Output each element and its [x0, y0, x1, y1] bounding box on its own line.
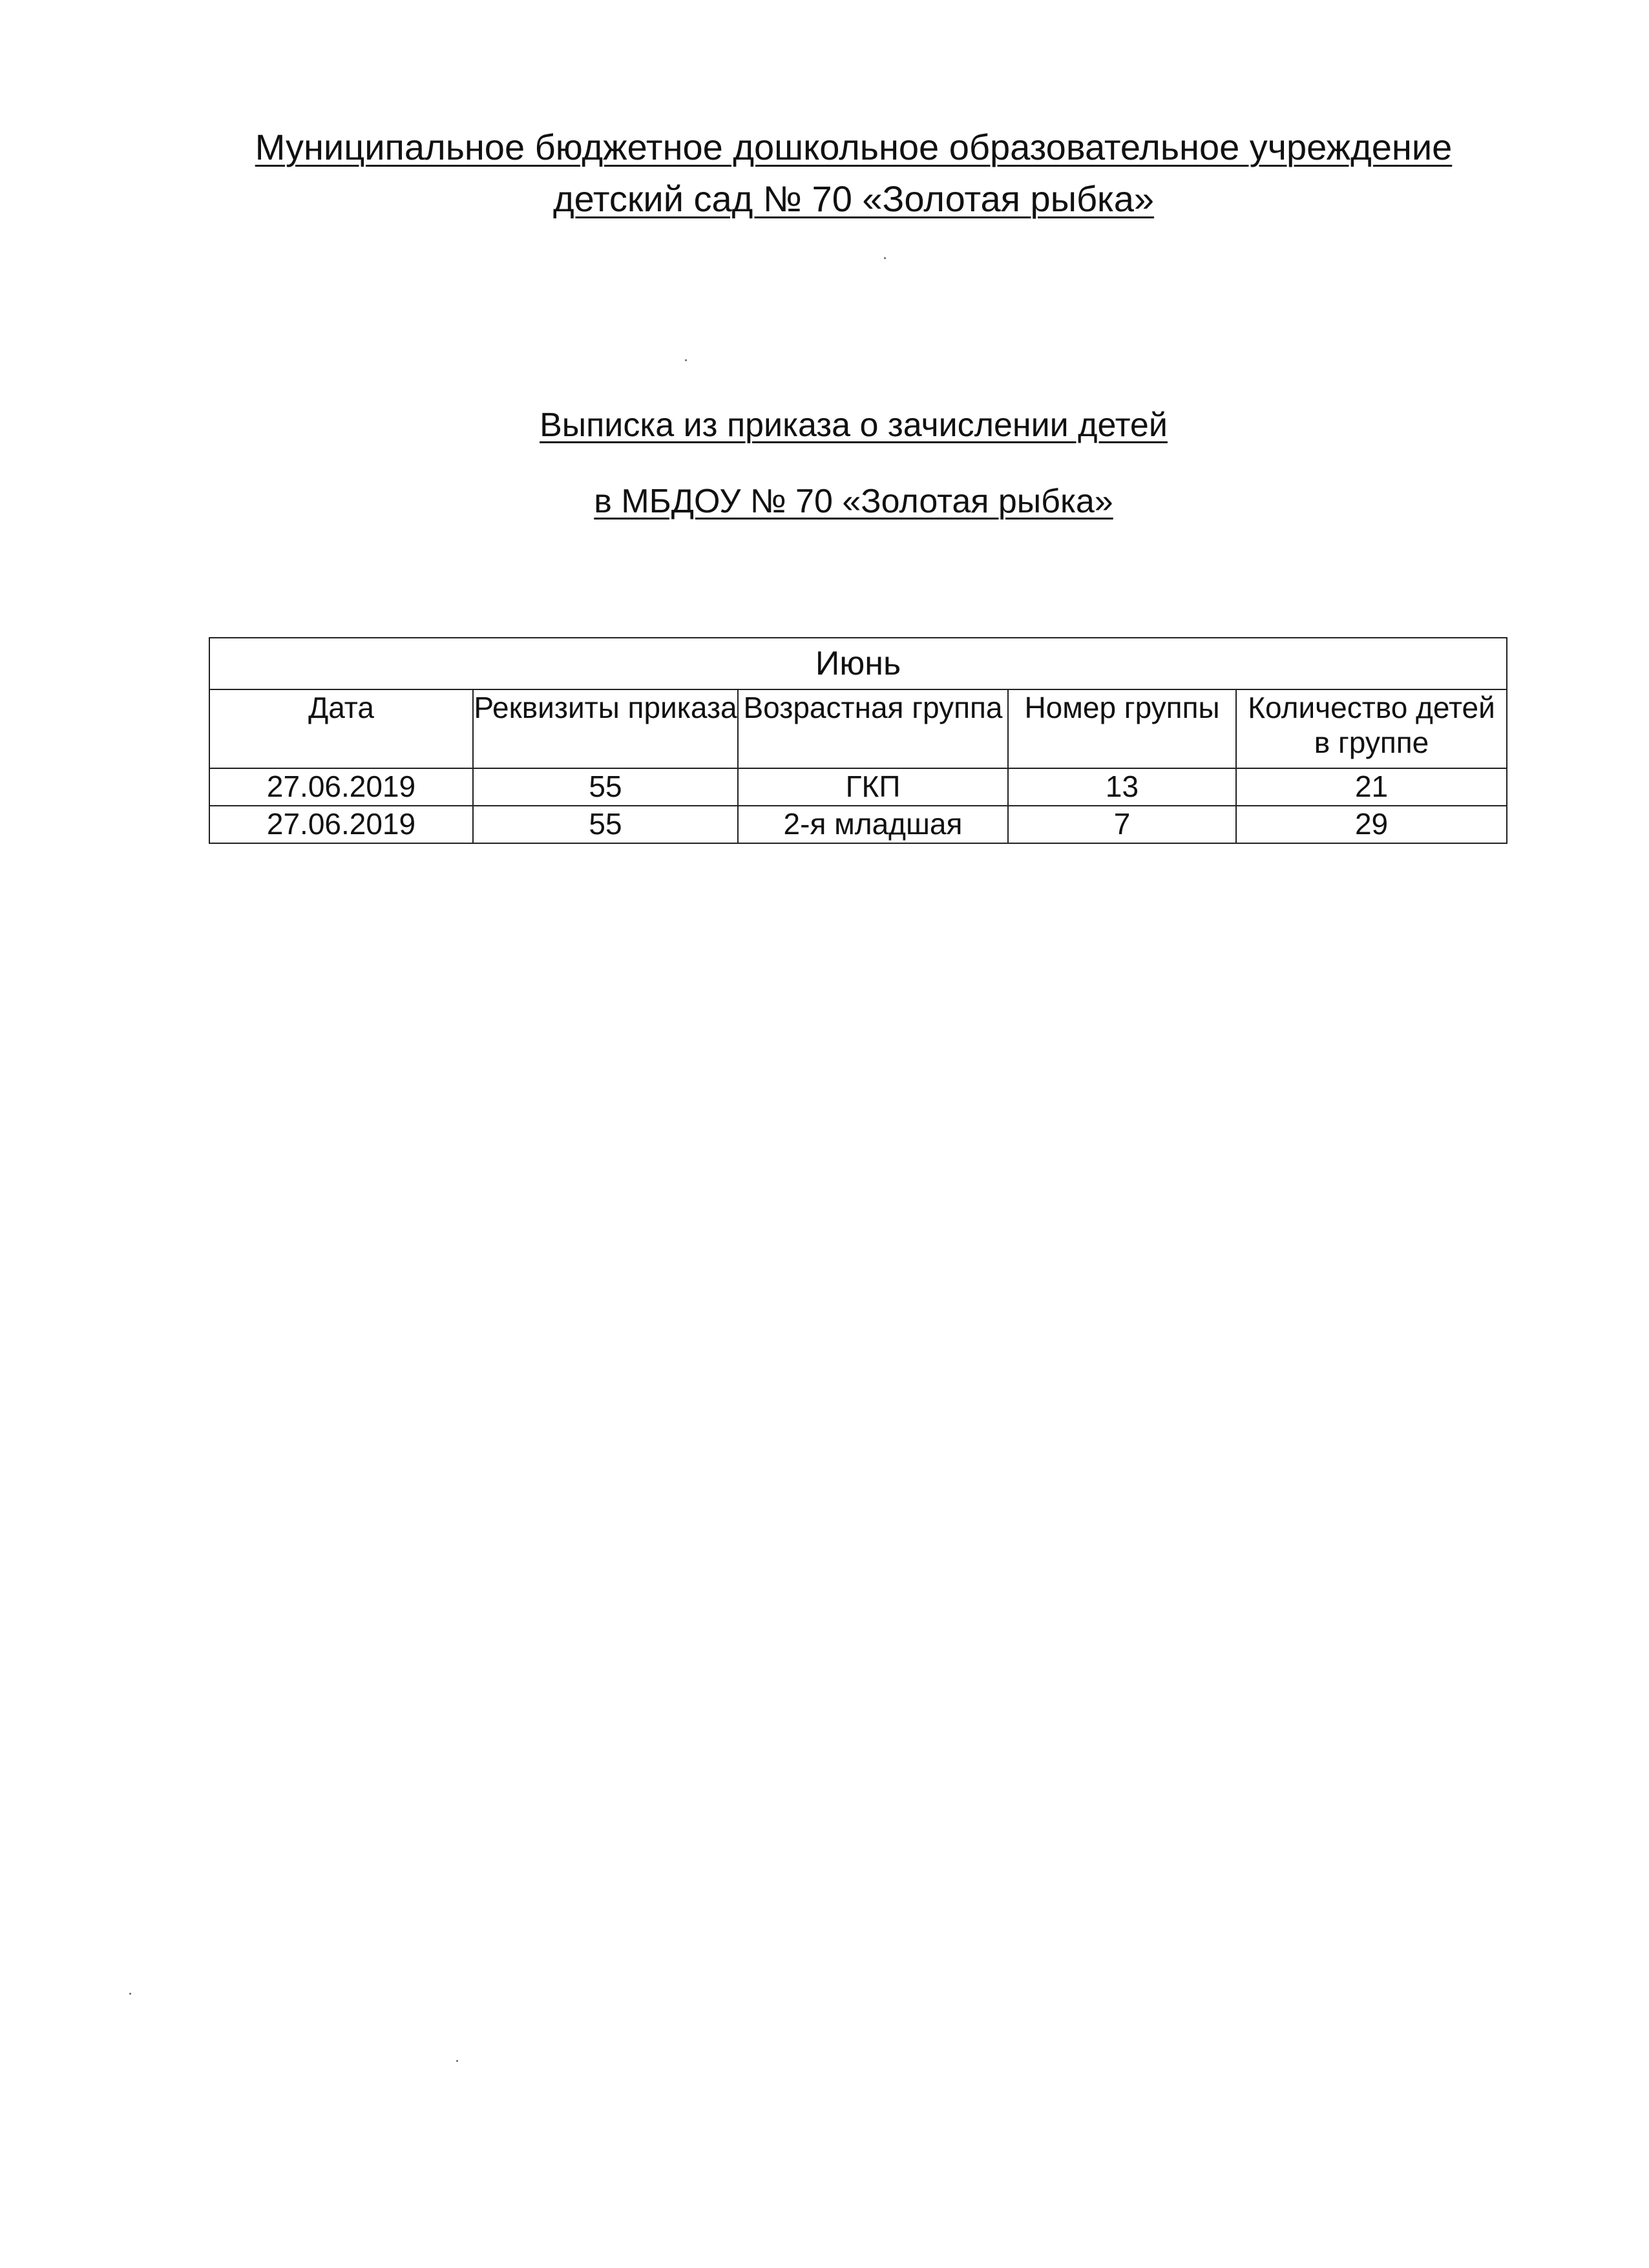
- table-row: [209, 768, 1507, 806]
- cell-order: 55: [473, 768, 738, 806]
- cell-children-count: 29: [1236, 806, 1507, 843]
- table-row: [209, 806, 1507, 843]
- column-header-date: Дата: [209, 689, 473, 768]
- cell-group-number: 13: [1008, 768, 1236, 806]
- enrollment-table: [209, 637, 1507, 844]
- document-title-line1: Выписка из приказа о зачислении детей: [540, 406, 1168, 444]
- document-title: [0, 406, 1649, 521]
- month-header: Июнь: [209, 638, 1507, 689]
- table-header-row: [209, 689, 1507, 768]
- cell-age-group: ГКП: [738, 768, 1008, 806]
- cell-group-number: 7: [1008, 806, 1236, 843]
- table-month-row: [209, 638, 1507, 689]
- cell-age-group: 2-я младшая: [738, 806, 1008, 843]
- cell-date: 27.06.2019: [209, 806, 473, 843]
- organization-name-line2: детский сад № 70 «Золотая рыбка»: [552, 178, 1155, 219]
- document-title-line2: в МБДОУ № 70 «Золотая рыбка»: [594, 483, 1113, 520]
- column-header-children-count: Количество детей в группе: [1236, 689, 1507, 768]
- scan-speck: [129, 1993, 131, 1995]
- scan-speck: [685, 359, 687, 361]
- cell-order: 55: [473, 806, 738, 843]
- cell-children-count: 21: [1236, 768, 1507, 806]
- organization-header: [0, 121, 1649, 225]
- enrollment-table-wrapper: [209, 637, 1506, 844]
- column-header-order: Реквизиты приказа: [473, 689, 738, 768]
- organization-name-line1: Муниципальное бюджетное дошкольное образовательное учреждение: [255, 127, 1453, 167]
- scan-speck: [456, 2060, 458, 2062]
- scan-speck: [884, 257, 886, 259]
- column-header-age-group: Возрастная группа: [738, 689, 1008, 768]
- cell-date: 27.06.2019: [209, 768, 473, 806]
- column-header-group-number: Номер группы: [1008, 689, 1236, 768]
